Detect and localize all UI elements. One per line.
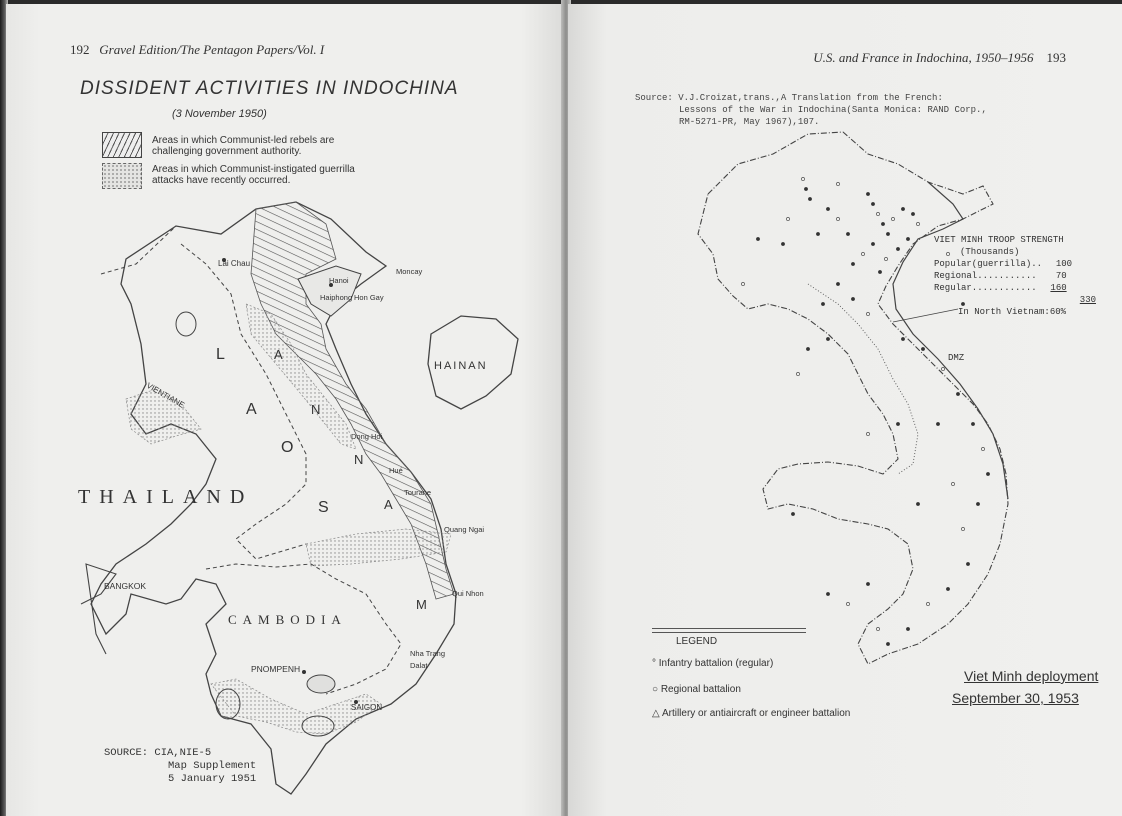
troop-row: Popular(guerrilla).. 100 bbox=[934, 259, 1073, 269]
battalion-marker bbox=[836, 182, 839, 185]
legend-rule bbox=[652, 628, 806, 633]
place-dalat: Dalat bbox=[410, 661, 428, 670]
troop-title: VIET MINH TROOP STRENGTH bbox=[934, 235, 1064, 245]
battalion-marker bbox=[836, 282, 839, 285]
battalion-marker bbox=[976, 502, 979, 505]
battalion-marker bbox=[836, 217, 839, 220]
battalion-marker bbox=[906, 237, 909, 240]
dmz-label: DMZ bbox=[948, 353, 965, 363]
battalion-marker bbox=[971, 422, 974, 425]
troop-row: Regular............ 160 bbox=[934, 283, 1067, 293]
artillery-symbol-icon: △ bbox=[652, 708, 660, 719]
battalion-marker bbox=[921, 347, 924, 350]
battalion-marker bbox=[801, 177, 804, 180]
battalion-marker bbox=[876, 627, 879, 630]
battalion-marker bbox=[966, 562, 969, 565]
annam-n1: N bbox=[311, 402, 321, 417]
rsource-line-2: Lessons of the War in Indochina(Santa Monica: RAND Corp., bbox=[679, 105, 987, 115]
place-vientiane: VIENTIANE bbox=[145, 380, 187, 410]
battalion-marker bbox=[896, 247, 899, 250]
phnompenh-dot bbox=[302, 670, 306, 674]
infantry-symbol-icon: ° bbox=[652, 658, 656, 669]
country-thailand: THAILAND bbox=[78, 486, 254, 508]
place-nha-trang: Nha Trang bbox=[410, 649, 446, 658]
country-laos-a: A bbox=[246, 401, 257, 418]
battalion-marker bbox=[884, 257, 887, 260]
battalion-marker bbox=[886, 232, 889, 235]
battalion-marker bbox=[816, 232, 819, 235]
legend-regional: ○ Regional battalion bbox=[652, 684, 741, 695]
battalion-marker bbox=[808, 197, 811, 200]
deployment-date: September 30, 1953 bbox=[952, 690, 1079, 706]
troop-strength-table bbox=[934, 234, 1096, 318]
troop-unit: (Thousands) bbox=[960, 247, 1020, 257]
legend-guerrilla-text: Areas in which Communist-instigated guerrilla attacks have recently occurred. bbox=[152, 164, 355, 186]
battalion-marker bbox=[896, 422, 899, 425]
place-moncay: Moncay bbox=[396, 267, 423, 276]
battalion-marker bbox=[876, 212, 879, 215]
rsource-line-1: Source: V.J.Croizat,trans.,A Translation from the French: bbox=[635, 93, 943, 103]
battalion-marker bbox=[871, 202, 874, 205]
source-line-3: 5 January 1951 bbox=[168, 773, 257, 785]
place-bangkok: BANGKOK bbox=[104, 581, 147, 591]
place-hanoi: Hanoi bbox=[329, 276, 349, 285]
place-tourane: Tourane bbox=[404, 488, 432, 497]
dissident-map-title: DISSIDENT ACTIVITIES IN INDOCHINA bbox=[80, 78, 459, 99]
place-quang-ngai: Quang Ngai bbox=[444, 525, 485, 534]
battalion-marker bbox=[826, 337, 829, 340]
battalion-marker bbox=[878, 270, 881, 273]
battalion-marker bbox=[886, 642, 889, 645]
right-running-title: U.S. and France in Indochina, 1950–1956 bbox=[813, 50, 1034, 65]
legend-rebels-text: Areas in which Communist-led rebels are challenging government authority. bbox=[152, 135, 335, 157]
rsource-line-3: RM-5271-PR, May 1967),107. bbox=[679, 117, 820, 127]
battalion-marker bbox=[861, 252, 864, 255]
country-cambodia: CAMBODIA bbox=[228, 612, 347, 627]
dissident-activities-map bbox=[6, 4, 562, 812]
battalion-marker bbox=[741, 282, 744, 285]
place-dong-hoi: Dong Hoi bbox=[351, 432, 383, 441]
troop-row: 330 bbox=[1079, 295, 1096, 305]
battalion-marker bbox=[951, 482, 954, 485]
legend-infantry: ° Infantry battalion (regular) bbox=[652, 658, 774, 669]
battalion-marker bbox=[906, 627, 909, 630]
place-hue: Hué bbox=[389, 466, 403, 475]
troop-row: Regional........... 70 bbox=[934, 271, 1067, 281]
battalion-marker bbox=[961, 527, 964, 530]
battalion-marker bbox=[891, 217, 894, 220]
place-haiphong: Haiphong bbox=[320, 293, 353, 302]
country-laos-o: O bbox=[281, 439, 294, 456]
country-laos-l: L bbox=[216, 346, 225, 363]
laos-lake bbox=[176, 312, 196, 336]
place-saigon: SAIGON bbox=[351, 703, 383, 712]
battalion-marker bbox=[901, 207, 904, 210]
battalion-marker bbox=[866, 192, 869, 195]
battalion-marker bbox=[756, 237, 759, 240]
left-map-source bbox=[104, 747, 256, 786]
annam-a2: A bbox=[384, 497, 393, 512]
place-phnompenh: PNOMPENH bbox=[251, 664, 301, 674]
annam-m: M bbox=[416, 597, 427, 612]
regional-symbol-icon: ○ bbox=[652, 684, 659, 695]
dissident-map-date: (3 November 1950) bbox=[172, 108, 267, 120]
battalion-marker bbox=[901, 337, 904, 340]
annam-n2: N bbox=[354, 452, 364, 467]
battalion-marker bbox=[804, 187, 807, 190]
thailand-coast bbox=[81, 564, 116, 654]
battalion-marker bbox=[786, 217, 789, 220]
legend-artillery: △ Artillery or antiaircraft or engineer battalion bbox=[652, 708, 851, 719]
legend-title: LEGEND bbox=[676, 636, 718, 647]
vietnam-border bbox=[698, 132, 1008, 664]
battalion-marker bbox=[881, 222, 884, 225]
battalion-marker bbox=[946, 587, 949, 590]
battalion-marker bbox=[911, 212, 914, 215]
deployment-title: Viet Minh deployment bbox=[964, 668, 1099, 684]
battalion-marker bbox=[851, 297, 854, 300]
place-hon-gay: Hon Gay bbox=[354, 293, 384, 302]
battalion-marker bbox=[866, 582, 869, 585]
left-page-number: 192 bbox=[70, 42, 90, 57]
source-line-1: SOURCE: CIA,NIE-5 bbox=[104, 747, 212, 759]
source-line-2: Map Supplement bbox=[168, 760, 257, 772]
country-laos-s: S bbox=[318, 499, 329, 516]
battalion-marker bbox=[926, 602, 929, 605]
battalion-marker bbox=[866, 312, 869, 315]
right-page-number: 193 bbox=[1046, 50, 1066, 65]
battalion-marker bbox=[956, 392, 959, 395]
place-hainan: HAINAN bbox=[434, 360, 488, 372]
tonle-sap-lake bbox=[307, 675, 335, 693]
battalion-marker bbox=[986, 472, 989, 475]
island-phu-quoc bbox=[216, 689, 240, 719]
place-qui-nhon: Qui Nhon bbox=[452, 589, 484, 598]
battalion-marker bbox=[791, 512, 794, 515]
troop-footnote: In North Vietnam:60% bbox=[958, 307, 1067, 317]
laos-dotted-border bbox=[808, 284, 918, 474]
battalion-marker bbox=[941, 367, 944, 370]
battalion-marker bbox=[871, 242, 874, 245]
battalion-marker bbox=[981, 447, 984, 450]
battalion-marker bbox=[781, 242, 784, 245]
battalion-marker bbox=[846, 232, 849, 235]
battalion-marker bbox=[846, 602, 849, 605]
place-lai-chau: Lai Chau bbox=[218, 259, 251, 268]
battalion-marker bbox=[851, 262, 854, 265]
battalion-marker bbox=[826, 207, 829, 210]
battalion-marker bbox=[936, 422, 939, 425]
cambodia-border bbox=[206, 564, 401, 694]
annam-a1: A bbox=[274, 347, 283, 362]
battalion-marker bbox=[806, 347, 809, 350]
battalion-marker bbox=[866, 432, 869, 435]
battalion-marker bbox=[821, 302, 824, 305]
battalion-marker bbox=[796, 372, 799, 375]
left-running-title: Gravel Edition/The Pentagon Papers/Vol. I bbox=[99, 42, 325, 57]
battalion-marker bbox=[916, 502, 919, 505]
battalion-marker bbox=[826, 592, 829, 595]
battalion-marker bbox=[916, 222, 919, 225]
